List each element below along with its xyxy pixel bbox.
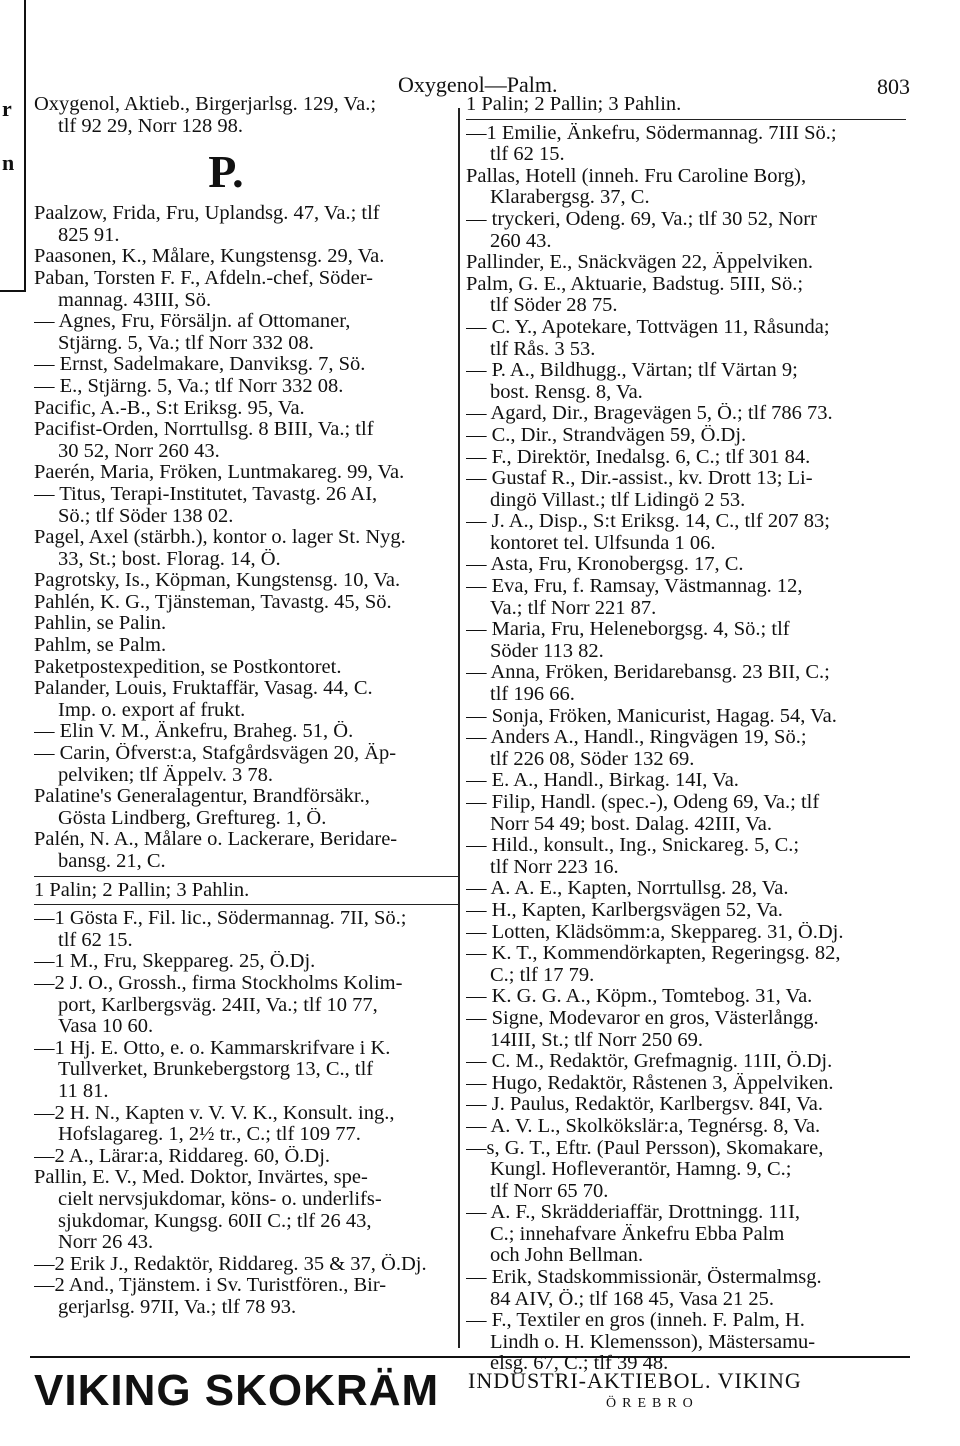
directory-entry-line: Pahlin, se Palin. [34,613,167,635]
company-city: ÖREBRO [606,1396,699,1411]
directory-entry-line: Söder 113 82. [490,640,604,662]
directory-entry-line: — P. A., Bildhugg., Värtan; tlf Värtan 9; [466,360,798,382]
directory-entry-line: — Titus, Terapi-Institutet, Tavastg. 26 AI, [34,483,378,505]
page-number: 803 [877,74,910,99]
directory-entry-line: cielt nervsjukdomar, köns- o. underlifs- [58,1188,382,1210]
directory-entry-line: tlf Norr 65 70. [490,1180,609,1202]
directory-entry-line: —1 Hj. E. Otto, e. o. Kammarskrifvare i K. [34,1037,391,1059]
directory-entry-line: 11 81. [58,1080,109,1102]
directory-entry-line: Lindh o. H. Klemensson), Mästersamu- [490,1331,816,1353]
section-rule [34,876,458,877]
directory-entry-line: — H., Kapten, Karlbergsvägen 52, Va. [466,899,783,921]
directory-entry-line: — F., Textiler en gros (inneh. F. Palm, H. [466,1310,805,1332]
directory-entry-line: Paasonen, K., Målare, Kungstensg. 29, Va. [34,246,385,268]
directory-entry-line: Oxygenol, Aktieb., Birgerjarlsg. 129, Va.; [34,94,377,115]
directory-entry-line: —2 J. O., Grossh., firma Stockholms Kolim- [34,972,403,994]
directory-entry-line: — C., Dir., Strandvägen 59, Ö.Dj. [466,424,747,446]
directory-entry-line: —1 M., Fru, Skeppareg. 25, Ö.Dj. [34,951,316,973]
directory-entry-line: — Filip, Handl. (spec.-), Odeng 69, Va.; tlf [466,792,820,813]
directory-entry-line: — F., Direktör, Inedalsg. 6, C.; tlf 301 84. [466,446,811,468]
directory-entry-line: — C. Y., Apotekare, Tottvägen 11, Råsunda; [466,316,830,338]
directory-entry-line: —2 Erik J., Redaktör, Riddareg. 35 & 37, Ö.Dj. [34,1253,427,1275]
directory-entry-line: — Sonja, Fröken, Manicurist, Hagag. 54, Va. [466,705,837,727]
advertisement-footer [30,1356,910,1418]
directory-entry-line: — E., Stjärng. 5, Va.; tlf Norr 332 08. [34,375,344,397]
directory-entry-line: 260 43. [490,230,552,252]
directory-entry-line: mannag. 43III, Sö. [58,289,212,311]
directory-entry-line: — Agnes, Fru, Försäljn. af Ottomaner, [34,311,351,333]
directory-entry-line: elsg. 67, C.; tlf 39 48. [490,1353,669,1375]
directory-entry-line: — Hugo, Redaktör, Råstenen 3, Äppelviken. [466,1072,834,1094]
directory-entry-line: — Maria, Fru, Heleneborgsg. 4, Sö.; tlf [466,619,790,641]
directory-entry-line: — Lotten, Klädsömm:a, Skeppareg. 31, Ö.Dj. [466,921,844,943]
directory-entry-line: —2 And., Tjänstem. i Sv. Turistfören., Bir- [34,1275,387,1297]
directory-entry-line: — Gustaf R., Dir.-assist., kv. Drott 13; Li- [466,468,813,490]
column-divider [458,108,460,1348]
directory-entry-line: — Agard, Dir., Bragevägen 5, Ö.; tlf 786 73. [466,403,833,425]
directory-entry-line: — tryckeri, Odeng. 69, Va.; tlf 30 52, Norr [466,208,817,230]
directory-entry-line: — E. A., Handl., Birkag. 14I, Va. [466,770,739,792]
left-column [34,94,458,1318]
directory-entry-line: bansg. 21, C. [58,851,166,872]
directory-entry-line: Paketpostexpedition, se Postkontoret. [34,656,342,678]
directory-entry-line: — K. T., Kommendörkapten, Regeringsg. 82, [466,943,841,965]
directory-entry-line: dingö Villast.; tlf Lidingö 2 53. [490,489,746,511]
directory-entry-line: — Eva, Fru, f. Ramsay, Västmannag. 12, [466,576,803,598]
directory-entry-line: — C. M., Redaktör, Grefmagnig. 11II, Ö.Dj. [466,1051,833,1073]
directory-entry-line: — Elin V. M., Änkefru, Braheg. 51, Ö. [34,721,354,743]
directory-entry-line: Pagel, Axel (stärbh.), kontor o. lager St. Nyg. [34,527,406,549]
directory-entry-line: Klarabergsg. 37, C. [490,187,650,209]
directory-entry-line: sjukdomar, Kungsg. 60II C.; tlf 26 43, [58,1210,372,1232]
directory-entry-line: 33, St.; bost. Florag. 14, Ö. [58,548,281,570]
directory-entry-line: tlf Norr 223 16. [490,856,619,878]
directory-entry-line: Norr 54 49; bost. Dalag. 42III, Va. [490,813,773,835]
directory-entry-line: 14III, St.; tlf Norr 250 69. [490,1029,703,1051]
directory-entry-line: Pacifist-Orden, Norrtullsg. 8 BIII, Va.; tlf [34,419,374,441]
directory-entry-line: Pacific, A.-B., S:t Eriksg. 95, Va. [34,397,305,419]
directory-entry-line: Paerén, Maria, Fröken, Luntmakareg. 99, Va. [34,462,405,484]
directory-entry-line: — A. V. L., Skolkökslär:a, Tegnérsg. 8, Va. [466,1115,821,1137]
directory-entry-line: kontoret tel. Ulfsunda 1 06. [490,532,716,554]
directory-entry-line: Pagrotsky, Is., Köpman, Kungstensg. 10, Va. [34,570,401,592]
directory-entry-line: — Carin, Öfverst:a, Stafgårdsvägen 20, Äp- [34,743,397,765]
section-rule [34,904,458,905]
directory-entry-line: — A. F., Skrädderiaffär, Drottningg. 11I, [466,1202,801,1224]
directory-entry-line: Hofslagareg. 1, 2½ tr., C.; tlf 109 77. [58,1124,361,1146]
directory-entry-line: Stjärng. 5, Va.; tlf Norr 332 08. [58,332,314,354]
directory-entry-line: tlf 196 66. [490,684,575,706]
directory-entry-line: Gösta Lindberg, Greftureg. 1, Ö. [58,807,327,829]
directory-entry-line: Sö.; tlf Söder 138 02. [58,505,234,527]
directory-entry-line: gerjarlsg. 97II, Va.; tlf 78 93. [58,1296,297,1318]
directory-entry-line: Palatine's Generalagentur, Brandförsäkr., [34,786,370,808]
directory-entry-line: 1 Palin; 2 Pallin; 3 Pahlin. [34,879,250,901]
directory-entry-line: — Anders A., Handl., Ringvägen 19, Sö.; [466,727,807,749]
directory-entry-line: tlf 92 29, Norr 128 98. [58,115,244,137]
directory-entry-line: Imp. o. export af frukt. [58,699,246,721]
directory-entry-line: C.; tlf 17 79. [490,964,595,986]
directory-entry-line: —1 Emilie, Änkefru, Södermannag. 7III Sö.; [466,122,837,144]
directory-entry-line: —s, G. T., Eftr. (Paul Persson), Skomakare, [466,1137,824,1159]
directory-entry-line: — Erik, Stadskommissionär, Östermalmsg. [466,1267,822,1289]
directory-entry-line: Paalzow, Frida, Fru, Uplandsg. 47, Va.; tlf [34,203,380,225]
adjacent-page-edge [0,0,26,292]
letter-heading: P. [208,146,244,198]
right-column [466,94,906,1375]
company-name: INDUSTRI-AKTIEBOL. VIKING [468,1368,802,1393]
directory-entry-line: — Signe, Modevaror en gros, Västerlångg. [466,1007,819,1029]
directory-entry-line: — A. A. E., Kapten, Norrtullsg. 28, Va. [466,878,789,900]
running-header: Oxygenol—Palm. [398,72,558,97]
edge-letter: n [2,150,15,175]
directory-entry-line: Norr 26 43. [58,1232,154,1254]
directory-entry-line: Pahlm, se Palm. [34,635,167,657]
directory-entry-line: Palander, Louis, Fruktaffär, Vasag. 44, C. [34,678,373,700]
directory-entry-line: 825 91. [58,224,120,246]
directory-entry-line: — Anna, Fröken, Beridarebansg. 23 BII, C.; [466,662,830,684]
directory-entry-line: — Hild., konsult., Ing., Snickareg. 5, C.; [466,835,800,857]
directory-entry-line: — J. A., Disp., S:t Eriksg. 14, C., tlf 207 83; [466,511,830,533]
directory-entry-line: Palm, G. E., Aktuarie, Badstug. 5III, Sö.; [466,273,804,295]
directory-entry-line: 30 52, Norr 260 43. [58,440,220,462]
directory-entry-line: Pallas, Hotell (inneh. Fru Caroline Borg), [466,165,807,187]
directory-entry-line: 84 AIV, Ö.; tlf 168 45, Vasa 21 25. [490,1288,774,1310]
directory-entry-line: tlf Rås. 3 53. [490,338,596,360]
directory-entry-line: Palén, N. A., Målare o. Lackerare, Beridare- [34,829,398,851]
directory-entry-line: tlf 226 08, Söder 132 69. [490,748,695,770]
directory-entry-line: —2 H. N., Kapten v. V. V. K., Konsult. ing., [34,1102,395,1124]
directory-entry-line: — Ernst, Sadelmakare, Danviksg. 7, Sö. [34,354,366,376]
directory-entry-line: tlf 62 15. [490,144,565,166]
directory-entry-line: Pahlén, K. G., Tjänsteman, Tavastg. 45, Sö. [34,591,392,613]
directory-entry-line: Pallinder, E., Snäckvägen 22, Äppelviken. [466,252,814,274]
directory-entry-line: C.; innehafvare Änkefru Ebba Palm [490,1223,785,1245]
directory-entry-line: — K. G. G. A., Köpm., Tomtebog. 31, Va. [466,986,813,1008]
directory-entry-line: Vasa 10 60. [58,1016,154,1038]
directory-entry-line: —1 Gösta F., Fil. lic., Södermannag. 7II, Sö.; [34,908,407,930]
directory-entry-line: — J. Paulus, Redaktör, Karlbergsv. 84I, Va. [466,1094,823,1116]
directory-entry-line: Va.; tlf Norr 221 87. [490,597,657,619]
directory-entry-line: Paban, Torsten F. F., Afdeln.-chef, Söder- [34,267,373,289]
directory-entry-line: 1 Palin; 2 Pallin; 3 Pahlin. [466,94,682,115]
directory-entry-line: tlf Söder 28 75. [490,295,618,317]
directory-entry-line: — Asta, Fru, Kronobergsg. 17, C. [466,554,744,576]
directory-entry-line: Kungl. Hofleverantör, Hamng. 9, C.; [490,1159,792,1181]
directory-entry-line: och John Bellman. [490,1245,644,1267]
edge-letter: r [2,96,12,121]
directory-entry-line: pelviken; tlf Äppelv. 3 78. [58,764,274,786]
directory-entry-line: bost. Rensg. 8, Va. [490,381,643,403]
directory-entry-line: port, Karlbergsväg. 24II, Va.; tlf 10 77, [58,994,378,1016]
viking-skokram-logo: VIKING SKOKRÄM [34,1366,440,1415]
directory-entry-line: Tullverket, Brunkebergstorg 13, C., tlf [58,1059,374,1081]
directory-entry-line: —2 A., Lärar:a, Riddareg. 60, Ö.Dj. [34,1145,331,1167]
directory-entry-line: tlf 62 15. [58,929,133,951]
section-rule [466,119,906,120]
directory-entry-line: Pallin, E. V., Med. Doktor, Invärtes, spe- [34,1167,368,1189]
